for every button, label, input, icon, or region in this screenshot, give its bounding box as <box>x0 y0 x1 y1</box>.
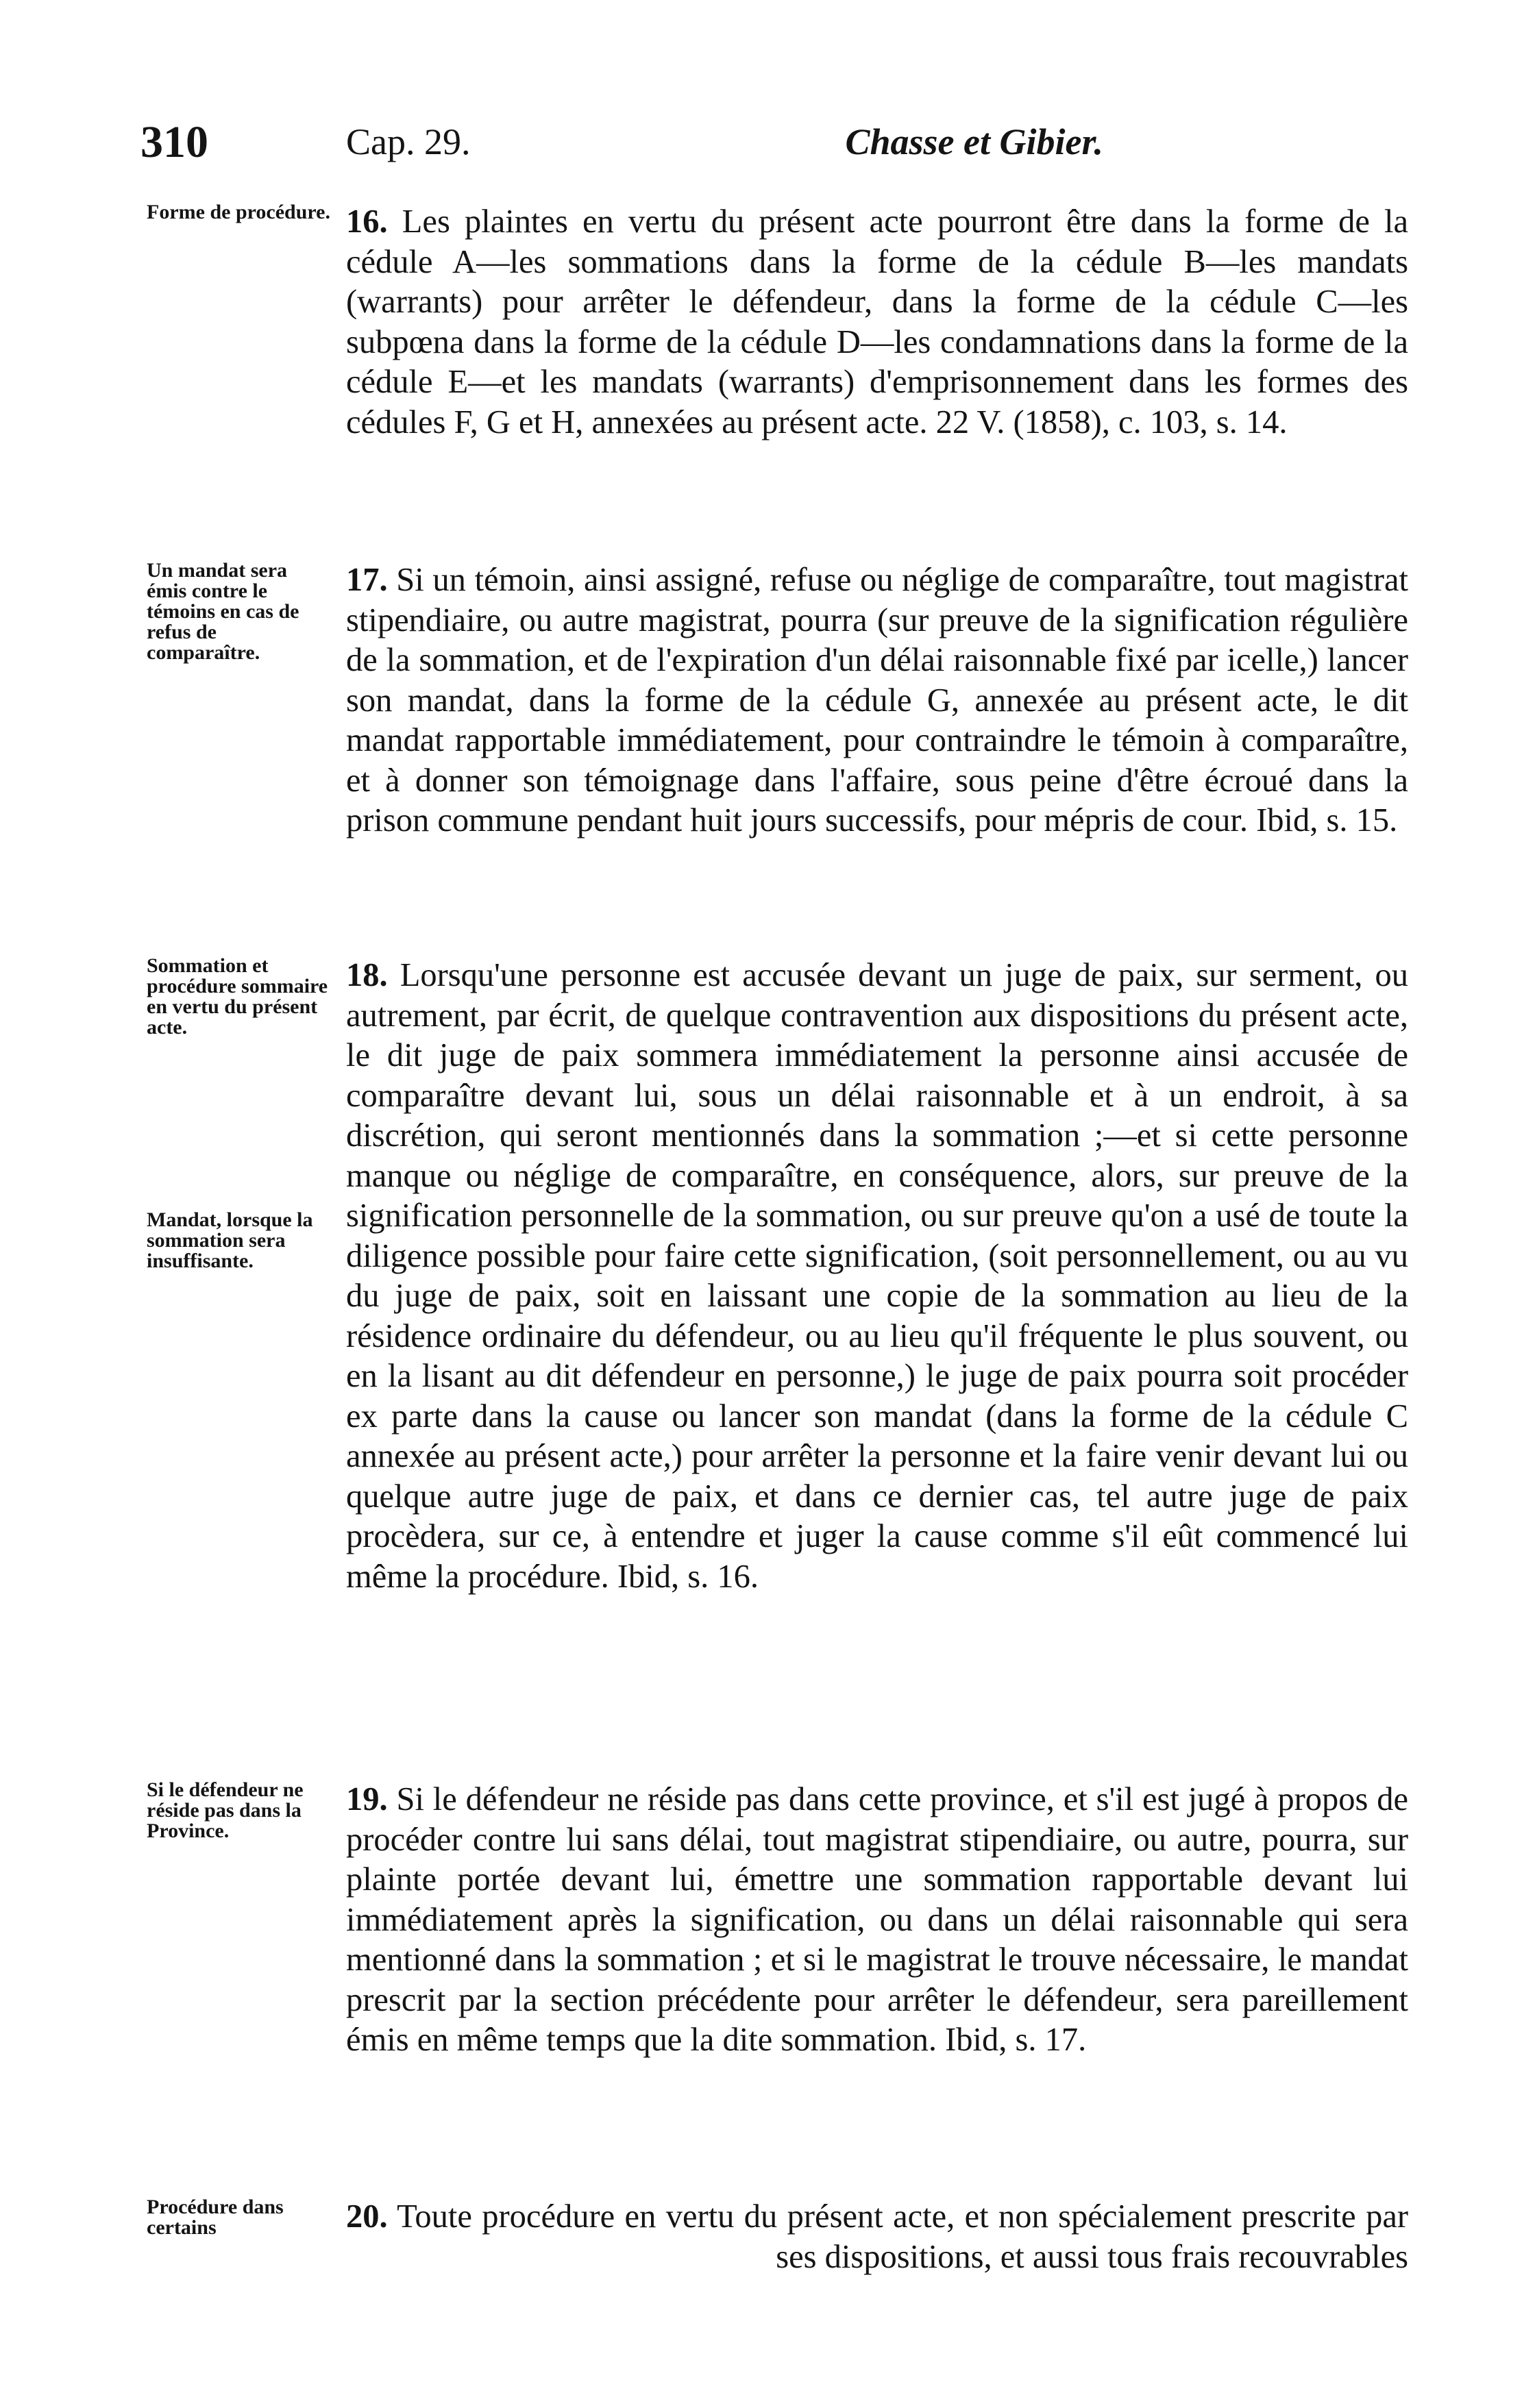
section-number: 19. <box>346 1781 388 1817</box>
section-text: Les plaintes en vertu du présent acte pourront être dans la forme de la cédule A—les sommations dans la forme de la cédule B—les mandats (warrants) pour arrêter le défendeur, dans la forme de la cédule C—les subpœna dans la forme de la cédule D—les condamnations dans la forme de la cédule E—et les mandats (warrants) d'emprisonnement dans les formes des cédules F, G et H, annexées au présent acte. 22 V. (1858), c. 103, s. 14. <box>346 203 1409 440</box>
margin-note: Un mandat sera émis contre le témoins en cas de refus de comparaître. <box>147 559 299 664</box>
section-paragraph <box>346 1780 1408 2061</box>
chapter-label: Cap. 29. <box>346 121 471 162</box>
section-number: 17. <box>346 562 388 598</box>
margin-note: Sommation et procédure sommaire en vertu du présent acte. <box>147 954 328 1039</box>
section-text: Toute procédure en vertu du présent acte, et non spécialement prescrite par ses dispositions, et aussi tous frais <box>397 2198 1408 2275</box>
page-number: 310 <box>140 117 208 167</box>
margin-note: Si le défendeur ne réside pas dans la Province. <box>147 1778 304 1842</box>
section-number: 20. <box>346 2198 388 2235</box>
section-paragraph <box>346 202 1408 443</box>
margin-note: Forme de procédure. <box>147 201 330 223</box>
margin-note-secondary: Mandat, lorsque la sommation sera insuffisante. <box>147 1208 313 1272</box>
catchword: recouvrables <box>1238 2238 1408 2275</box>
section-number: 16. <box>346 203 388 240</box>
section-text: Si un témoin, ainsi assigné, refuse ou néglige de comparaître, tout magistrat stipendiaire, ou autre magistrat, pourra (sur preuve de la signification régulière de la sommation, et de l'expiration d'un délai raisonnable fixé par icelle,) lancer son mandat, dans la forme de la cédule G, annexée au présent acte, le dit mandat rapportable immédiatement, pour contraindre le témoin à comparaître, et à donner son témoignage dans l'affaire, sous peine d'être écroué dans la prison commune pendant huit jours successifs, pour mépris de cour. Ibid, s. 15. <box>346 562 1409 839</box>
section-number: 18. <box>346 957 388 993</box>
section-text: Si le défendeur ne réside pas dans cette province, et s'il est jugé à propos de procéder contre lui sans délai, tout magistrat stipendiaire, ou autre, pourra, sur plainte portée devant lui, émettre une sommation rapportable devant lui immédiatement après la signification, ou dans un délai raisonnable qui sera mentionné dans la sommation ; et si le magistrat le trouve nécessaire, le mandat prescrit par la section précédente pour arrêter le défendeur, sera pareillement émis en même temps que la dite sommation. Ibid, s. 17. <box>346 1781 1409 2058</box>
section-paragraph <box>346 2197 1408 2277</box>
running-header <box>140 116 1422 178</box>
section-paragraph <box>346 956 1408 1597</box>
section-paragraph <box>346 560 1408 841</box>
margin-note: Procédure dans certains <box>147 2196 284 2239</box>
section-text: Lorsqu'une personne est accusée devant un juge de paix, sur serment, ou autrement, par écrit, de quelque contravention aux dispositions du présent acte, le dit juge de paix sommera immédiatement la personne ainsi accusée de comparaître devant lui, sous un délai raisonnable et à un endroit, à sa discrétion, qui seront mentionnés dans la sommation ;—et si cette personne manque ou néglige de comparaître, en conséquence, alors, sur preuve de la signification personnelle de la sommation, ou sur preuve qu'on a usé de toute la diligence possible pour faire cette signification, (soit personnellement, ou au vu du juge de paix, soit en laissant une copie de la sommation au lieu de la résidence ordinaire du défendeur, ou au lieu qu'il fréquente le plus souvent, ou en la lisant au dit défendeur en personne,) le juge de paix pourra soit procéder ex parte dans la cause ou lancer son mandat (dans la forme de la cédule C annexée au présent acte,) pour arrêter la personne et la faire venir devant lui ou quelque autre juge de paix, et dans ce dernier cas, tel autre juge de paix procèdera, sur ce, à entendre et juger la cause comme s'il eût commencé lui même la procédure. Ibid, s. 16. <box>346 957 1408 1595</box>
running-title: Chasse et Gibier. <box>845 121 1103 162</box>
